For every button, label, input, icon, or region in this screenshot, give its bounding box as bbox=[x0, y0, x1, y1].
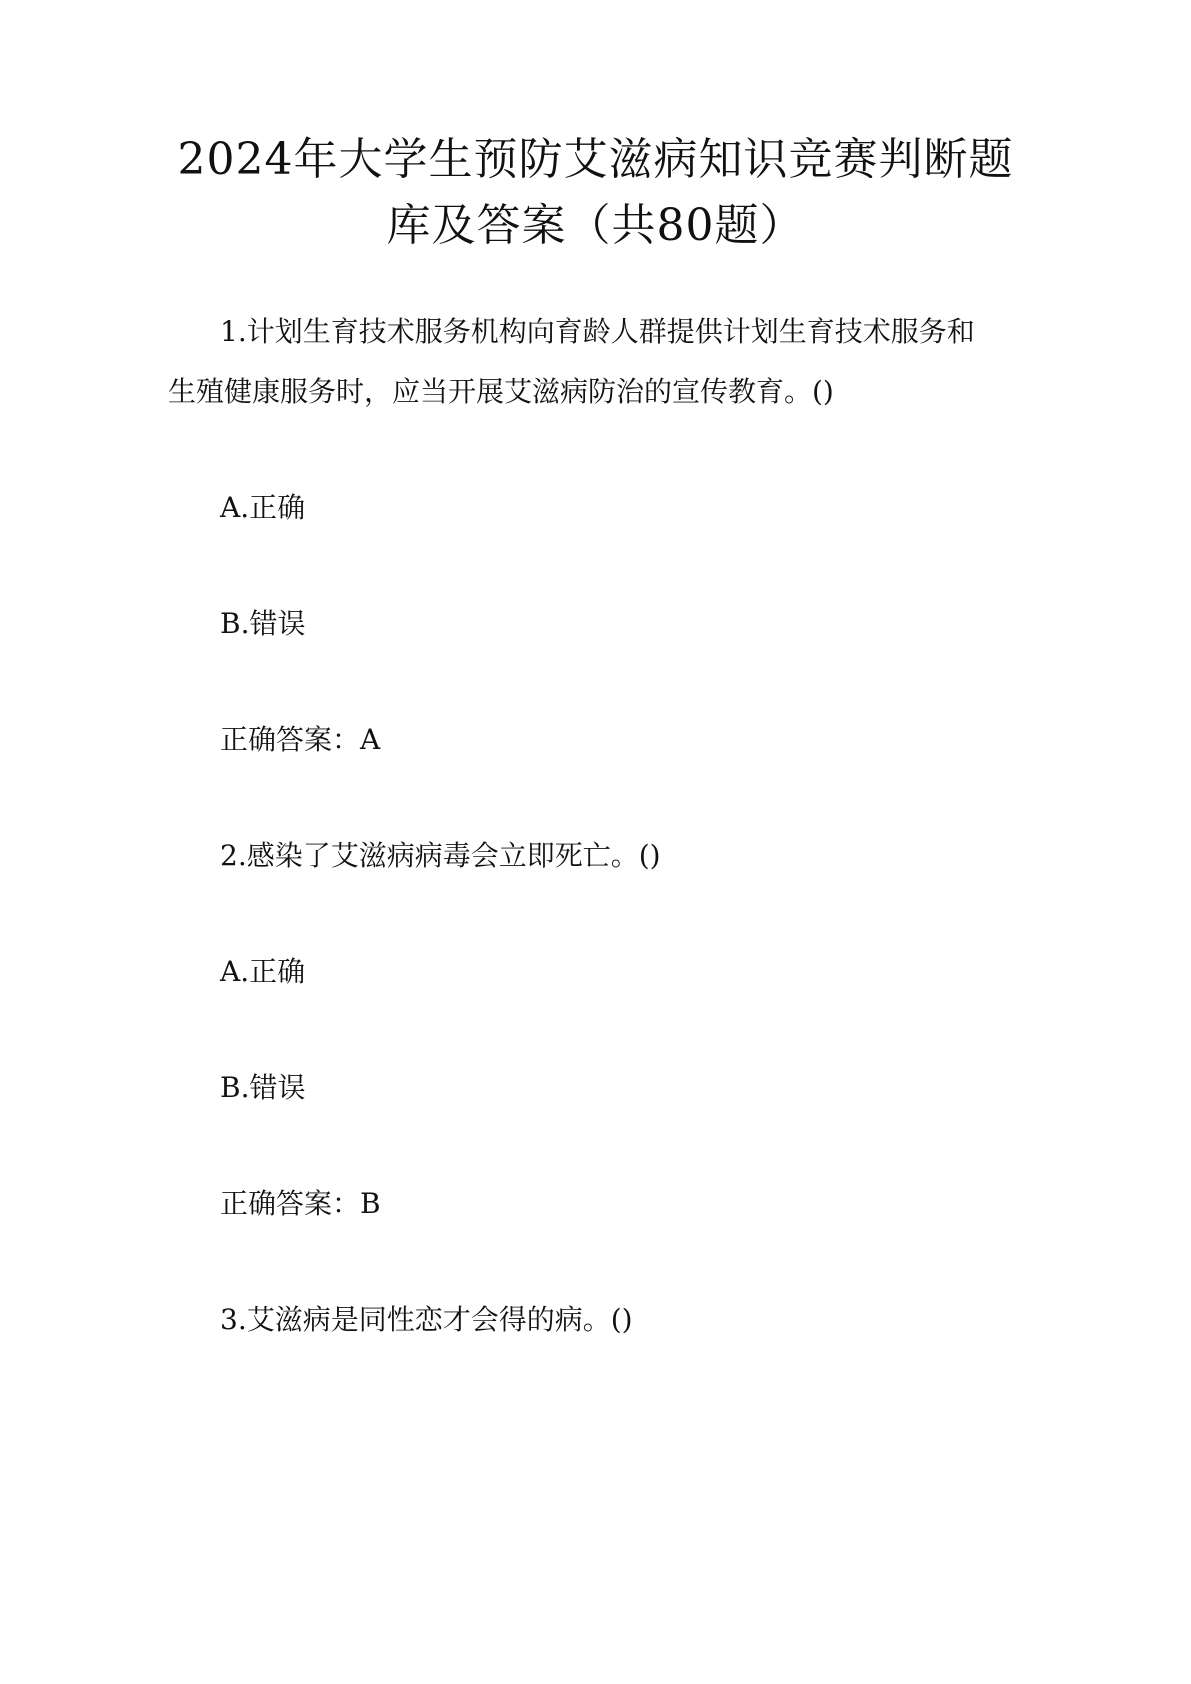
document-title-line-1: 2024年大学生预防艾滋病知识竞赛判断题 bbox=[177, 134, 1014, 185]
document-title-line-2: 库及答案（共80题） bbox=[386, 200, 805, 251]
question-2-stem-line-1: 2.感染了艾滋病病毒会立即死亡。() bbox=[220, 839, 661, 872]
question-1-answer: 正确答案：A bbox=[220, 723, 381, 756]
question-2-option-b: B.错误 bbox=[220, 1071, 306, 1104]
question-1-stem-line-1: 1.计划生育技术服务机构向育龄人群提供计划生育技术服务和 bbox=[220, 315, 975, 348]
question-2-option-a: A.正确 bbox=[220, 955, 306, 988]
question-1-stem-line-2: 生殖健康服务时，应当开展艾滋病防治的宣传教育。() bbox=[168, 375, 834, 408]
question-1-option-a: A.正确 bbox=[220, 491, 306, 524]
question-1-option-b: B.错误 bbox=[220, 607, 306, 640]
question-3-stem-line-1: 3.艾滋病是同性恋才会得的病。() bbox=[220, 1303, 633, 1336]
question-2-answer: 正确答案：B bbox=[220, 1187, 381, 1220]
